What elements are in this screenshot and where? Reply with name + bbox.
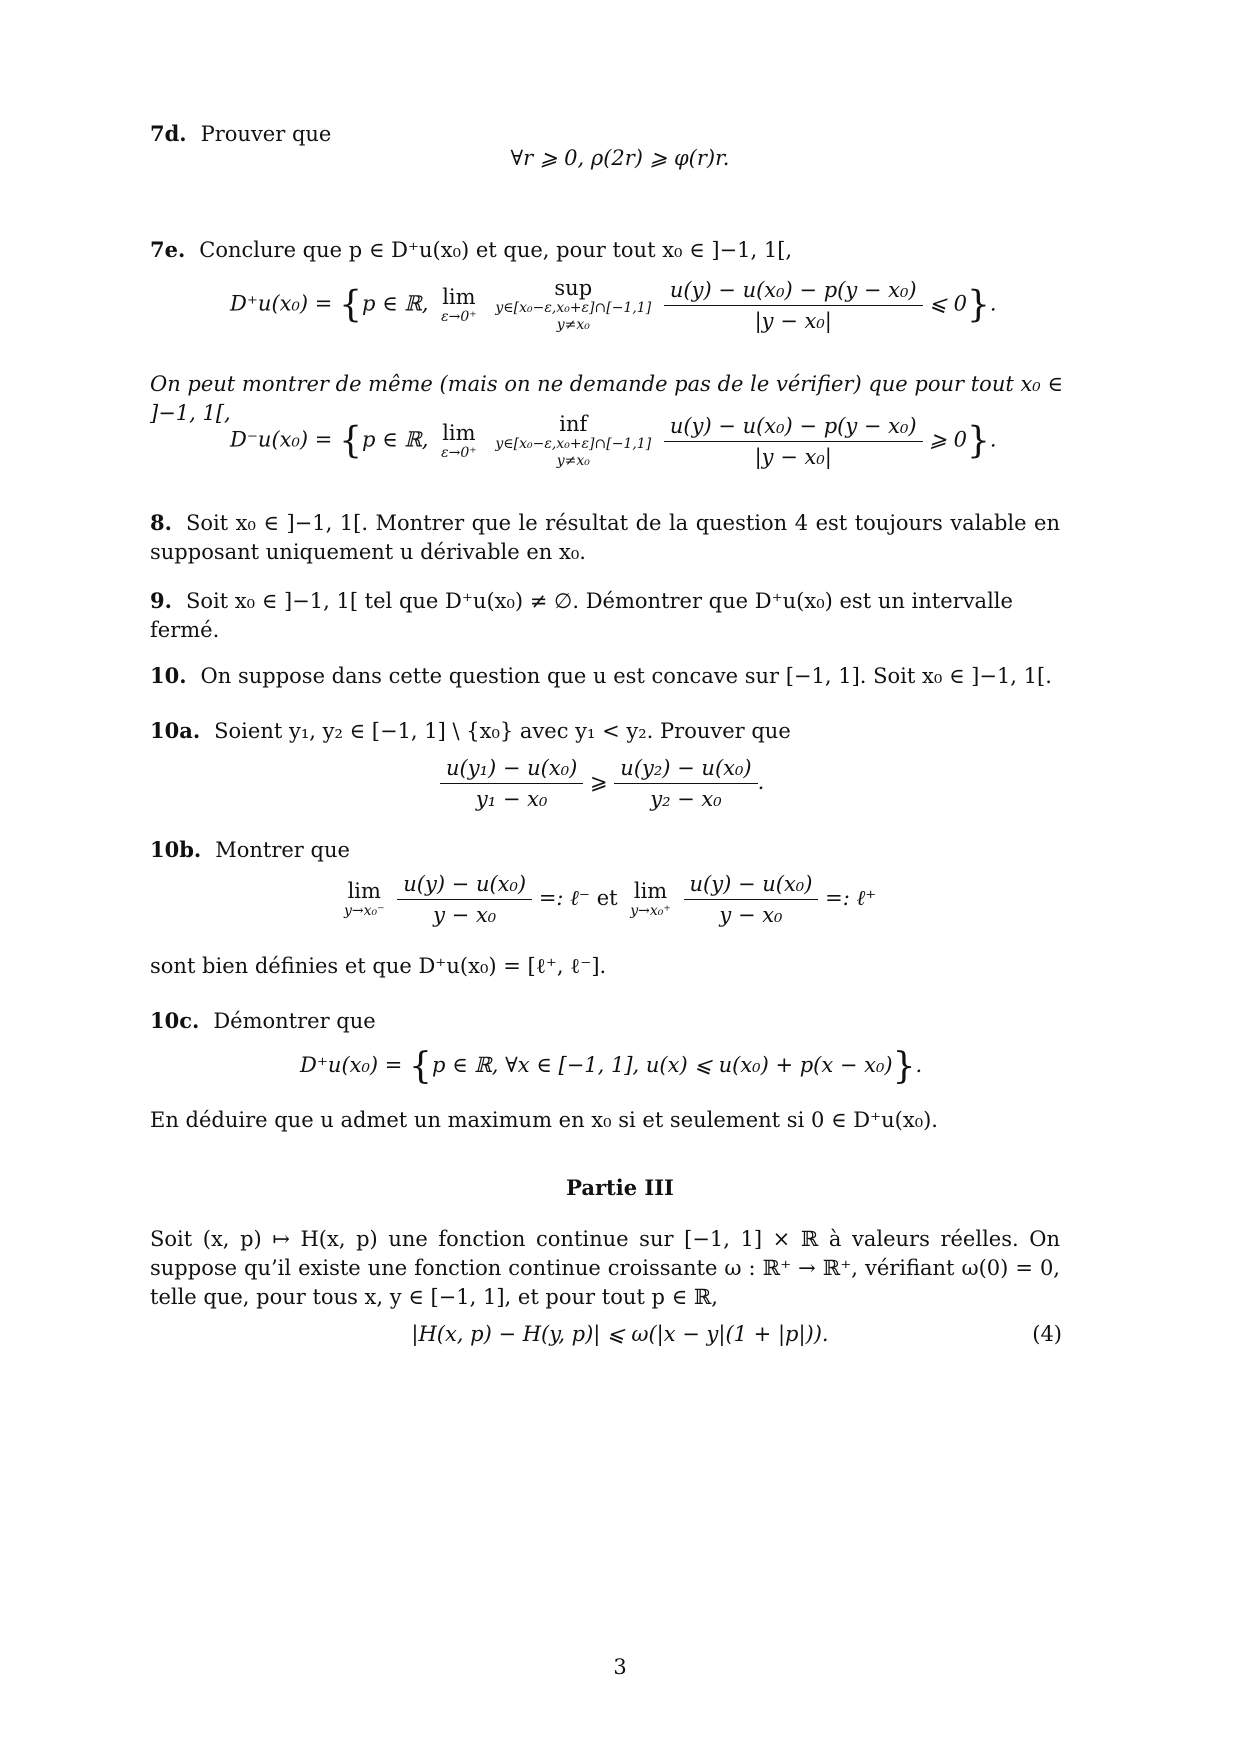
inf-label: inf xyxy=(559,412,588,436)
frac-numerator: u(y) − u(x₀) − p(y − x₀) xyxy=(664,278,923,306)
frac-numerator: u(y) − u(x₀) − p(y − x₀) xyxy=(664,414,923,442)
question-number: 7d. xyxy=(150,121,187,146)
frac-num: u(y) − u(x₀) xyxy=(397,872,532,900)
remark-text: On peut montrer de même (mais on ne demande pas de le vérifier) que pour tout x₀ ∈ ]−1, 1[, xyxy=(150,372,1063,425)
question-number: 7e. xyxy=(150,237,186,262)
def-lplus: =: ℓ⁺ xyxy=(825,886,877,910)
question-10b xyxy=(150,835,1060,865)
question-number: 10c. xyxy=(150,1008,200,1033)
right-brace: } xyxy=(892,1046,916,1087)
lim-label: lim xyxy=(633,879,668,903)
question-7d xyxy=(150,119,1060,149)
frac1-num: u(y₁) − u(x₀) xyxy=(440,756,583,784)
question-7e xyxy=(150,235,1060,265)
eq-left: D⁺u(x₀) = xyxy=(300,1053,410,1077)
set-content: p ∈ ℝ, ∀x ∈ [−1, 1], u(x) ⩽ u(x₀) + p(x − x₀) xyxy=(431,1053,893,1077)
question-number: 8. xyxy=(150,510,172,535)
question-text: On suppose dans cette question que u est concave sur [−1, 1]. Soit x₀ ∈ ]−1, 1[. xyxy=(200,664,1052,688)
lim-sub: ε→0⁺ xyxy=(441,444,477,461)
set-start: p ∈ ℝ, xyxy=(361,427,429,452)
question-number: 9. xyxy=(150,588,172,613)
lim-label: lim xyxy=(442,284,476,309)
question-text: Soient y₁, y₂ ∈ [−1, 1] \ {x₀} avec y₁ < y₂. Prouver que xyxy=(214,719,791,743)
part3-intro: Soit (x, p) ↦ H(x, p) une fonction continue sur [−1, 1] × ℝ à valeurs réelles. On suppose qu’il existe une fonction continue croissante ω : ℝ⁺ → ℝ⁺, vérifiant ω(0) = 0, telle que, pour tous x, y ∈ [−1, 1], et pour tout p ∈ ℝ, xyxy=(150,1227,1060,1309)
question-text: Démontrer que xyxy=(213,1009,376,1033)
equation-4: |H(x, p) − H(y, p)| ⩽ ω(|x − y|(1 + |p|)). xyxy=(411,1322,829,1346)
frac2-num: u(y₂) − u(x₀) xyxy=(614,756,757,784)
section-title: Partie III xyxy=(566,1175,674,1200)
et: et xyxy=(596,886,618,910)
question-number: 10. xyxy=(150,663,187,688)
equation-dminus: D⁻u(x₀) = {p ∈ ℝ, lim ε→0⁺ inf y∈[x₀−ε,x₀+ε]∩[−1,1] y≠x₀ $\frac{\text{u(y) − u(x₀) − p(y − x₀)}}{\text{|y − x₀|}}$ ⩾ 0}. xyxy=(230,412,997,469)
left-brace: { xyxy=(409,1046,432,1087)
relation: ⩾ xyxy=(590,770,608,794)
frac-denominator: |y − x₀| xyxy=(754,444,832,469)
eq-end: ⩽ 0 xyxy=(929,291,967,316)
question-10b-after: sont bien définies et que D⁺u(x₀) = [ℓ⁺, ℓ⁻]. xyxy=(150,954,607,978)
sup-sub-1: y∈[x₀−ε,x₀+ε]∩[−1,1] xyxy=(495,300,652,316)
question-text: Montrer que xyxy=(215,838,350,862)
question-number: 10b. xyxy=(150,837,202,862)
lim-sub: ε→0⁺ xyxy=(441,308,477,325)
inf-sub-2: y≠x₀ xyxy=(556,453,590,469)
question-text: Soit x₀ ∈ ]−1, 1[ tel que D⁺u(x₀) ≠ ∅. Démontrer que D⁺u(x₀) est un intervalle fermé. xyxy=(150,589,1013,642)
right-brace: } xyxy=(966,420,990,462)
frac-denominator: |y − x₀| xyxy=(754,308,832,333)
lim-sub-right: y→x₀⁺ xyxy=(630,903,671,919)
question-8 xyxy=(150,508,1060,567)
equation-10b xyxy=(338,872,876,927)
lim-label: lim xyxy=(347,879,381,903)
lim-label: lim xyxy=(442,420,476,445)
equation-7d: ∀r ⩾ 0, ρ(2r) ⩾ φ(r)r. xyxy=(510,146,730,170)
frac2-den: y₂ − x₀ xyxy=(650,787,722,811)
equation-tag: (4) xyxy=(1032,1322,1062,1346)
frac-num: u(y) − u(x₀) xyxy=(684,872,819,900)
question-10c-after: En déduire que u admet un maximum en x₀ si et seulement si 0 ∈ D⁺u(x₀). xyxy=(150,1108,938,1132)
eq-end: ⩾ 0 xyxy=(929,427,967,452)
equation-10a: $\frac{\text{u(y₁) − u(x₀)}}{\text{y₁ − x₀}}$ ⩾ $\frac{\text{u(y₂) − u(x₀)}}{\text{y₂ − x₀}}$ . xyxy=(440,756,764,811)
frac1-den: y₁ − x₀ xyxy=(475,787,548,811)
eq-left: D⁻u(x₀) = xyxy=(230,427,333,452)
question-number: 10a. xyxy=(150,718,201,743)
question-text: Soit x₀ ∈ ]−1, 1[. Montrer que le résultat de la question 4 est toujours valable en supposant uniquement u dérivable en x₀. xyxy=(150,511,1060,564)
equation-dplus: D⁺u(x₀) = {p ∈ ℝ, lim ε→0⁺ sup y∈[x₀−ε,x₀+ε]∩[−1,1] y≠x₀ $\frac{\text{u(y) − u(x₀) − p(y − x₀)}}{\text{|y − x₀|}}$ ⩽ 0}. xyxy=(230,276,997,333)
eq-left: D⁺u(x₀) = xyxy=(230,291,333,316)
page-number: 3 xyxy=(613,1655,627,1679)
def-lminus: =: ℓ⁻ xyxy=(538,886,591,910)
sup-sub-2: y≠x₀ xyxy=(556,317,590,333)
inf-sub-1: y∈[x₀−ε,x₀+ε]∩[−1,1] xyxy=(495,436,652,452)
sup-label: sup xyxy=(554,276,593,300)
right-brace: } xyxy=(966,284,990,326)
frac-den: y − x₀ xyxy=(433,903,497,927)
question-9 xyxy=(150,586,1060,645)
question-10a xyxy=(150,716,1060,746)
question-text: Prouver que xyxy=(200,122,332,146)
left-brace: { xyxy=(339,420,362,462)
equation-10c: D⁺u(x₀) = {p ∈ ℝ, ∀x ∈ [−1, 1], u(x) ⩽ u(x₀) + p(x − x₀)}. xyxy=(300,1046,923,1087)
question-10 xyxy=(150,661,1060,691)
lim-sub-left: y→x₀⁻ xyxy=(344,903,385,919)
question-text: Conclure que p ∈ D⁺u(x₀) et que, pour tout x₀ ∈ ]−1, 1[, xyxy=(199,238,793,262)
left-brace: { xyxy=(339,284,362,326)
frac-den: y − x₀ xyxy=(719,903,783,927)
set-start: p ∈ ℝ, xyxy=(361,291,429,316)
question-10c xyxy=(150,1006,1060,1036)
